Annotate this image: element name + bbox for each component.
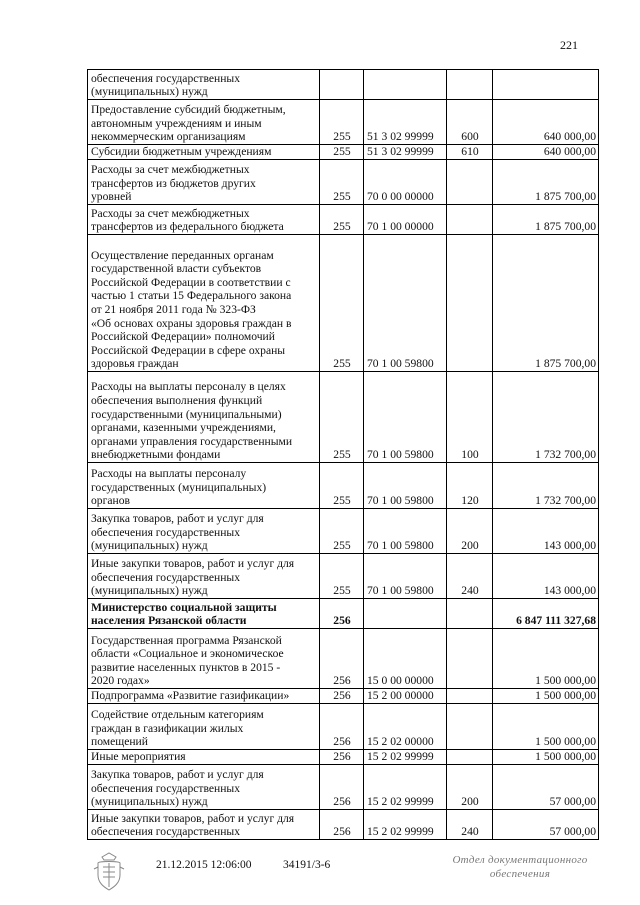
- row-name-cell: [88, 599, 320, 629]
- row-name-cell: [88, 509, 320, 554]
- row-name-text: Расходы на выплаты персоналу государственных (муниципальных) органов: [91, 467, 267, 508]
- coat-of-arms-icon: [92, 851, 126, 893]
- row-csr-cell: 70 1 00 59800: [364, 372, 447, 463]
- row-vr-cell: 100: [447, 372, 493, 463]
- row-sum-cell: 1 732 700,00: [493, 372, 599, 463]
- row-vr-cell: [447, 205, 493, 235]
- table-row: [88, 160, 599, 205]
- row-name-text: Подпрограмма «Развитие газификации»: [91, 689, 290, 703]
- row-grbs-cell: 255: [320, 145, 364, 160]
- row-name-text: Закупка товаров, работ и услуг для обеспечения государственных (муниципальных) нужд: [91, 512, 264, 553]
- row-csr-cell: [364, 599, 447, 629]
- table-row: [88, 70, 599, 100]
- row-vr-cell: [447, 689, 493, 704]
- row-grbs-cell: [320, 70, 364, 100]
- row-sum-cell: [493, 70, 599, 100]
- table-row: [88, 509, 599, 554]
- row-csr-cell: 70 1 00 00000: [364, 205, 447, 235]
- row-name-cell: [88, 463, 320, 509]
- stamp-line-1: Отдел документационного: [452, 854, 588, 866]
- row-grbs-cell: 256: [320, 810, 364, 840]
- table-row: [88, 750, 599, 765]
- row-sum-cell: 57 000,00: [493, 765, 599, 810]
- row-vr-cell: [447, 235, 493, 372]
- row-name-cell: [88, 765, 320, 810]
- table-row: [88, 554, 599, 599]
- row-name-text: Иные закупки товаров, работ и услуг для обеспечения государственных: [91, 811, 295, 839]
- row-name-text: Расходы за счет межбюджетных трансфертов из федерального бюджета: [91, 206, 284, 234]
- row-vr-cell: [447, 629, 493, 689]
- row-sum-cell: 1 500 000,00: [493, 750, 599, 765]
- row-vr-cell: [447, 70, 493, 100]
- row-name-cell: [88, 810, 320, 840]
- row-csr-cell: 70 1 00 59800: [364, 509, 447, 554]
- row-sum-cell: 640 000,00: [493, 145, 599, 160]
- table-row: [88, 145, 599, 160]
- row-sum-cell: 143 000,00: [493, 509, 599, 554]
- row-vr-cell: [447, 704, 493, 750]
- budget-table: [87, 69, 599, 840]
- row-csr-cell: 15 2 02 00000: [364, 704, 447, 750]
- row-vr-cell: 240: [447, 810, 493, 840]
- row-vr-cell: 200: [447, 765, 493, 810]
- row-csr-cell: 70 1 00 59800: [364, 235, 447, 372]
- row-name-cell: [88, 70, 320, 100]
- table-row: [88, 235, 599, 372]
- row-csr-cell: 15 2 02 99999: [364, 810, 447, 840]
- row-name-text: Закупка товаров, работ и услуг для обеспечения государственных (муниципальных) нужд: [91, 768, 264, 809]
- row-csr-cell: 70 1 00 59800: [364, 554, 447, 599]
- row-name-cell: [88, 629, 320, 689]
- row-grbs-cell: 256: [320, 689, 364, 704]
- table-row: [88, 810, 599, 840]
- row-name-text: Содействие отдельным категориям граждан в газификации жилых помещений: [91, 708, 264, 749]
- row-csr-cell: 51 3 02 99999: [364, 100, 447, 145]
- row-name-cell: [88, 205, 320, 235]
- row-vr-cell: [447, 599, 493, 629]
- row-grbs-cell: 255: [320, 509, 364, 554]
- row-sum-cell: 1 500 000,00: [493, 629, 599, 689]
- table-row: [88, 599, 599, 629]
- row-grbs-cell: 255: [320, 100, 364, 145]
- row-name-text: Министерство социальной защиты населения Рязанской области: [91, 600, 277, 628]
- table-row: [88, 100, 599, 145]
- row-name-cell: [88, 235, 320, 372]
- row-grbs-cell: 256: [320, 750, 364, 765]
- row-vr-cell: [447, 750, 493, 765]
- row-sum-cell: 1 500 000,00: [493, 704, 599, 750]
- row-name-cell: [88, 689, 320, 704]
- row-grbs-cell: 255: [320, 463, 364, 509]
- row-vr-cell: [447, 160, 493, 205]
- row-sum-cell: 1 875 700,00: [493, 235, 599, 372]
- page-number: 221: [560, 38, 578, 52]
- row-grbs-cell: 255: [320, 205, 364, 235]
- row-name-cell: [88, 372, 320, 463]
- table-row: [88, 629, 599, 689]
- row-csr-cell: [364, 70, 447, 100]
- row-name-cell: [88, 160, 320, 205]
- footer-department-stamp: [440, 853, 600, 881]
- row-name-text: Государственная программа Рязанской области «Социальное и экономическое развитие населенных пунктов в 2015 - 2020 годах»: [91, 633, 284, 688]
- row-sum-cell: 1 875 700,00: [493, 205, 599, 235]
- budget-table-body: [88, 70, 599, 840]
- row-name-text: Расходы за счет межбюджетных трансфертов из бюджетов других уровней: [91, 163, 256, 204]
- row-vr-cell: 240: [447, 554, 493, 599]
- row-sum-cell: 640 000,00: [493, 100, 599, 145]
- row-grbs-cell: 256: [320, 629, 364, 689]
- footer-datetime: 21.12.2015 12:06:00: [156, 859, 252, 871]
- row-grbs-cell: 255: [320, 235, 364, 372]
- row-csr-cell: 51 3 02 99999: [364, 145, 447, 160]
- row-sum-cell: 143 000,00: [493, 554, 599, 599]
- row-csr-cell: 15 0 00 00000: [364, 629, 447, 689]
- row-csr-cell: 15 2 02 99999: [364, 765, 447, 810]
- row-sum-cell: 1 732 700,00: [493, 463, 599, 509]
- row-grbs-cell: 256: [320, 599, 364, 629]
- row-sum-cell: 1 875 700,00: [493, 160, 599, 205]
- row-vr-cell: 120: [447, 463, 493, 509]
- row-name-text: Расходы на выплаты персоналу в целях обеспечения выполнения функций государственными (муниципальными) органами, казенными учреждениями, органами управления государственными внебюджетными фондами: [91, 380, 293, 462]
- row-sum-cell: 6 847 111 327,68: [493, 599, 599, 629]
- table-row: [88, 372, 599, 463]
- row-name-text: Иные закупки товаров, работ и услуг для обеспечения государственных (муниципальных) нужд: [91, 557, 295, 598]
- row-grbs-cell: 255: [320, 554, 364, 599]
- row-grbs-cell: 256: [320, 765, 364, 810]
- row-vr-cell: 610: [447, 145, 493, 160]
- table-row: [88, 689, 599, 704]
- row-name-cell: [88, 704, 320, 750]
- table-row: [88, 205, 599, 235]
- row-name-text: Осуществление переданных органам государственной власти субъектов Российской Федерации в соответствии с частью 1 статьи 15 Федерального закона от 21 ноября 2011 года № 323-ФЗ «Об основах охраны здоровья граждан в Российской Федерации» полномочий Российской Федерации в сфере охраны здоровья граждан: [91, 248, 292, 371]
- row-name-text: Субсидии бюджетным учреждениям: [91, 145, 272, 159]
- row-csr-cell: 15 2 02 99999: [364, 750, 447, 765]
- row-name-cell: [88, 145, 320, 160]
- footer-doc-code: 34191/3-6: [283, 859, 331, 871]
- row-name-text: обеспечения государственных (муниципальных) нужд: [91, 71, 241, 99]
- row-sum-cell: 57 000,00: [493, 810, 599, 840]
- row-sum-cell: 1 500 000,00: [493, 689, 599, 704]
- row-grbs-cell: 255: [320, 160, 364, 205]
- table-row: [88, 765, 599, 810]
- stamp-line-2: обеспечения: [489, 868, 551, 880]
- table-row: [88, 704, 599, 750]
- row-vr-cell: 600: [447, 100, 493, 145]
- row-grbs-cell: 255: [320, 372, 364, 463]
- table-row: [88, 463, 599, 509]
- row-name-text: Иные мероприятия: [91, 750, 186, 764]
- row-name-cell: [88, 750, 320, 765]
- row-vr-cell: 200: [447, 509, 493, 554]
- row-csr-cell: 70 1 00 59800: [364, 463, 447, 509]
- row-name-text: Предоставление субсидий бюджетным, автономным учреждениям и иным некоммерческим организациям: [91, 103, 286, 144]
- row-grbs-cell: 256: [320, 704, 364, 750]
- row-name-cell: [88, 100, 320, 145]
- row-csr-cell: 70 0 00 00000: [364, 160, 447, 205]
- row-csr-cell: 15 2 00 00000: [364, 689, 447, 704]
- row-name-cell: [88, 554, 320, 599]
